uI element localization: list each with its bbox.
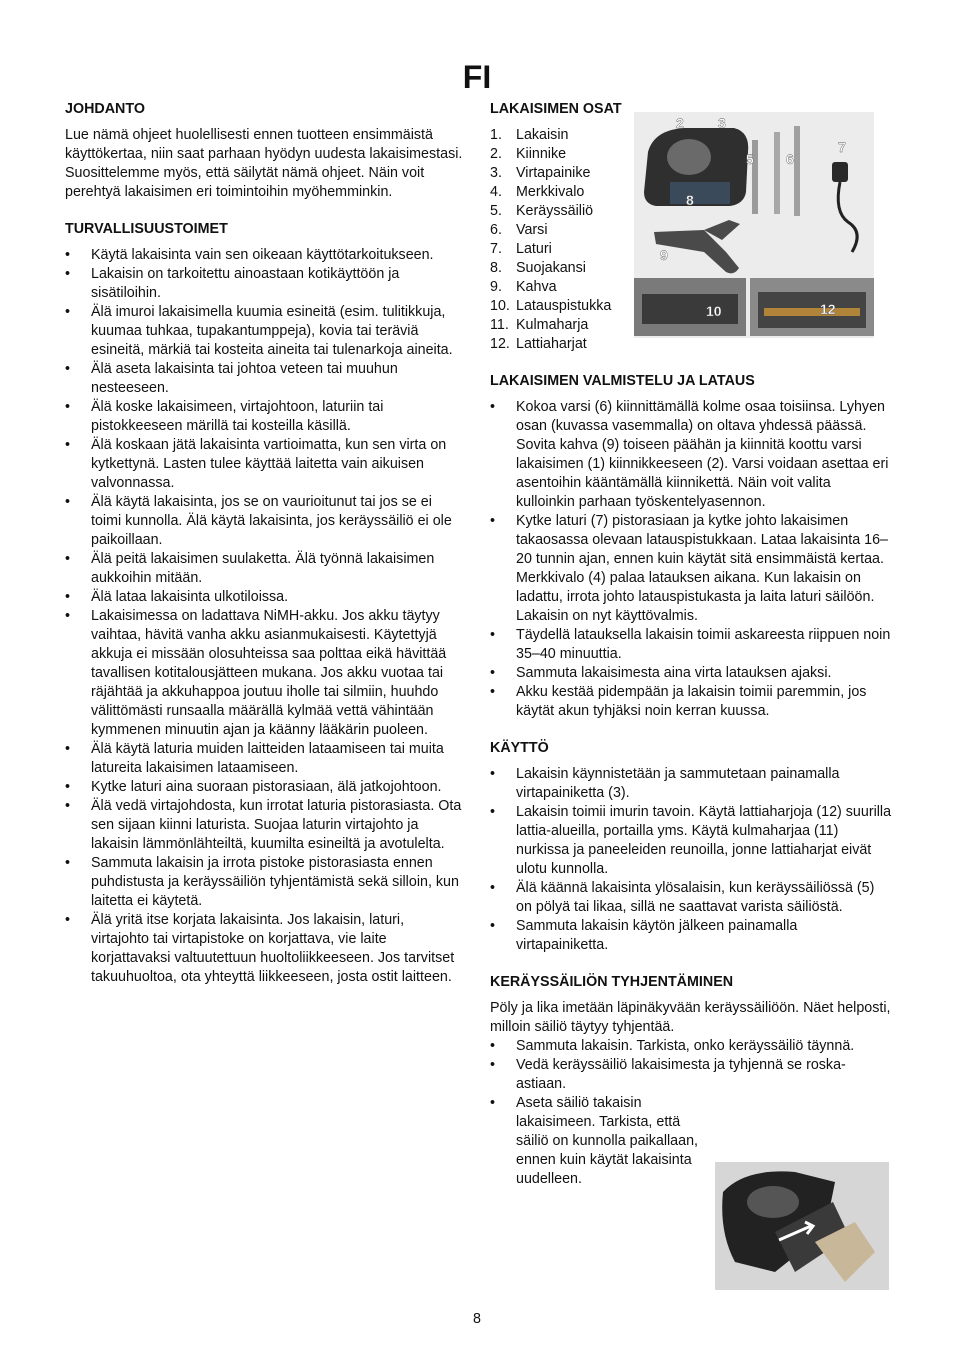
part-number: 11.: [490, 317, 509, 333]
list-item: • Älä koske lakaisimeen, virtajohtoon, laturiin tai pistokkeeseen märillä tai kosteilla käsillä.: [65, 398, 465, 436]
part-number: 8.: [490, 260, 502, 276]
part-label: Kahva: [516, 279, 557, 295]
callout-8: 8: [686, 192, 694, 208]
part-number: 7.: [490, 241, 502, 257]
callout-5: 5: [746, 151, 754, 167]
part-number: 9.: [490, 279, 502, 295]
list-item: • Kytke laturi (7) pistorasiaan ja kytke johto lakaisimen takaosassa olevaan latauspistukkaan. Lataa lakaisinta 16–20 tunnin ajan, ennen kuin käytät sitä ensimmäistä kertaa. Merkkivalo (4) palaa latauksen aikana. Kun lakaisin on ladattu, irrota johto latauspistukasta ja laita laturi säilöön. Lakaisin on nyt käyttövalmis.: [490, 512, 892, 626]
list-item: • Kytke laturi aina suoraan pistorasiaan, älä jatkojohtoon.: [65, 778, 465, 797]
list-item: • Aseta säiliö takaisin lakaisimeen. Tarkista, että säiliö on kunnolla paikallaan, ennen kuin käytät lakaisinta uudelleen.: [490, 1094, 708, 1189]
list-item: • Kokoa varsi (6) kiinnittämällä kolme osaa toisiinsa. Lyhyen osan (kuvassa vasemmalla) on oltava yhdessä päässä. Sovita kahva (9) toiseen päähän ja kiinnitä koottu varsi lakaisimen (1) kiinnikkeeseen (2). Varsi voidaan asettaa eri asentoihin kääntämällä kiinnikettä. Näin voit valita kulloinkin parhaan työskentelyasennon.: [490, 398, 892, 512]
list-item: • Vedä keräyssäiliö lakaisimesta ja tyhjennä se roska-astiaan.: [490, 1056, 892, 1094]
part-number: 10.: [490, 298, 510, 314]
emptying-heading: KERÄYSSÄILIÖN TYHJENTÄMINEN: [490, 974, 734, 990]
prep-list: [490, 398, 892, 721]
part-number: 12.: [490, 336, 510, 352]
list-item: • Lakaisin toimii imurin tavoin. Käytä lattiaharjoja (12) suurilla lattia-alueilla, portailla yms. Käytä kulmaharjaa (11) nurkissa ja paneeleiden reunoilla, jonne lattiaharjat eivät ulotu kunnolla.: [490, 803, 892, 879]
part-number: 4.: [490, 184, 502, 200]
callout-6: 6: [786, 151, 794, 167]
parts-heading: LAKAISIMEN OSAT: [490, 101, 622, 117]
part-label: Virtapainike: [516, 165, 591, 181]
emptying-text: Pöly ja lika imetään läpinäkyvään keräyssäiliöön. Näet helposti, milloin säiliö täytyy tyhjentää.: [490, 1000, 891, 1035]
list-item: • Älä lataa lakaisinta ulkotiloissa.: [65, 588, 465, 607]
page-number: 8: [473, 1311, 481, 1327]
prep-heading: LAKAISIMEN VALMISTELU JA LATAUS: [490, 373, 755, 389]
list-item: • Älä käytä lakaisinta, jos se on vaurioitunut tai jos se ei toimi kunnolla. Älä käytä lakaisinta, jos keräyssäiliö ei ole paikoillaan.: [65, 493, 465, 550]
list-item: • Älä vedä virtajohdosta, kun irrotat laturia pistorasiasta. Ota sen sijaan kiinni laturista. Suojaa laturin virtajohto ja lakaisin lämmönlähteiltä, kuumilta esineiltä ja avotulelta.: [65, 797, 465, 854]
safety-heading: TURVALLISUUSTOIMET: [65, 221, 228, 237]
part-label: Kiinnike: [516, 146, 567, 162]
use-heading: KÄYTTÖ: [490, 740, 549, 756]
part-label: Keräyssäiliö: [516, 203, 594, 219]
part-label: Varsi: [516, 222, 548, 238]
list-item: • Älä peitä lakaisimen suulaketta. Älä työnnä lakaisimen aukkoihin mitään.: [65, 550, 465, 588]
part-label: Kulmaharja: [516, 317, 589, 333]
list-item: • Akku kestää pidempään ja lakaisin toimii paremmin, jos käytät akun tyhjäksi noin kerran kuussa.: [490, 683, 892, 721]
part-number: 5.: [490, 203, 502, 219]
intro-text: Lue nämä ohjeet huolellisesti ennen tuotteen ensimmäistä käyttökertaa, niin saat parhaan hyödyn uudesta lakaisimestasi. Suosittelemme myös, että säilytät nämä ohjeet. Näin voit perehtyä lakaisimen eri toimintoihin myöhemminkin.: [65, 127, 463, 200]
callout-3: 3: [718, 115, 726, 131]
list-item: • Sammuta lakaisin käytön jälkeen painamalla virtapainiketta.: [490, 917, 892, 955]
callout-10: 10: [706, 303, 722, 319]
parts-photo: [634, 112, 874, 338]
list-item: • Käytä lakaisinta vain sen oikeaan käyttötarkoitukseen.: [65, 246, 465, 265]
list-item: • Sammuta lakaisin ja irrota pistoke pistorasiasta ennen puhdistusta ja keräyssäiliön tyhjentämistä sekä silloin, kun laitetta ei käytetä.: [65, 854, 465, 911]
part-label: Latauspistukka: [516, 298, 612, 314]
part-number: 3.: [490, 165, 502, 181]
part-number: 2.: [490, 146, 502, 162]
list-item: • Älä koskaan jätä lakaisinta vartioimatta, kun sen virta on kytkettynä. Lasten tulee käyttää laitetta vain aikuisen valvonnassa.: [65, 436, 465, 493]
list-item: • Älä yritä itse korjata lakaisinta. Jos lakaisin, laturi, virtajohto tai virtapistoke on korjattava, vie laite korjattavaksi valtuutettuun huoltoliikkeeseen. Jos tarvitset takuuhuoltoa, ota yhteyttä liikkeeseen, josta ostit laitteen.: [65, 911, 465, 987]
callout-7: 7: [838, 139, 846, 155]
callout-9: 9: [660, 247, 668, 263]
part-number: 1.: [490, 127, 502, 143]
part-label: Laturi: [516, 241, 552, 257]
list-item: • Lakaisin käynnistetään ja sammutetaan painamalla virtapainiketta (3).: [490, 765, 892, 803]
part-label: Suojakansi: [516, 260, 586, 276]
part-label: Lattiaharjat: [516, 336, 587, 352]
part-label: Merkkivalo: [516, 184, 585, 200]
list-item: • Sammuta lakaisin. Tarkista, onko keräyssäiliö täynnä.: [490, 1037, 892, 1056]
list-item: • Täydellä latauksella lakaisin toimii askareesta riippuen noin 35–40 minuuttia.: [490, 626, 892, 664]
list-item: • Älä käännä lakaisinta ylösalaisin, kun keräyssäiliössä (5) on pölyä tai likaa, sillä ne saattavat varista säiliöstä.: [490, 879, 892, 917]
list-item: • Älä aseta lakaisinta tai johtoa veteen tai muuhun nesteeseen.: [65, 360, 465, 398]
language-heading: FI: [462, 59, 492, 95]
list-item: • Lakaisin on tarkoitettu ainoastaan kotikäyttöön ja sisätiloihin.: [65, 265, 465, 303]
safety-list: [65, 246, 465, 987]
dust-bin-photo: [715, 1162, 889, 1290]
list-item: • Älä käytä laturia muiden laitteiden lataamiseen tai muita latureita lakaisimen lataamiseen.: [65, 740, 465, 778]
part-label: Lakaisin: [516, 127, 569, 143]
list-item: • Lakaisimessa on ladattava NiMH-akku. Jos akku täytyy vaihtaa, hävitä vanha akku asianmukaisesti. Käytettyjä akkuja ei missään olosuhteissa saa polttaa eikä hävittää tavallisen kotitalousjätteen mukana. Jos akku vuotaa tai räjähtää ja akkuhappoa joutuu iholle tai silmiin, huuhdo välittömästi runsaalla määrällä kylmää vettä vähintään kymmenen minuutin ajan ja käänny lääkärin puoleen.: [65, 607, 465, 740]
list-item: • Älä imuroi lakaisimella kuumia esineitä (esim. tulitikkuja, kuumaa tuhkaa, tupakantumppeja), kovia tai teräviä esineitä, märkiä tai kosteita aineita tai tulenarkoja aineita.: [65, 303, 465, 360]
use-list: [490, 765, 892, 955]
left-column: [65, 100, 465, 987]
callout-2: 2: [676, 115, 684, 131]
callout-12: 12: [820, 301, 836, 317]
intro-heading: JOHDANTO: [65, 101, 145, 117]
part-number: 6.: [490, 222, 502, 238]
list-item: • Sammuta lakaisimesta aina virta latauksen ajaksi.: [490, 664, 892, 683]
